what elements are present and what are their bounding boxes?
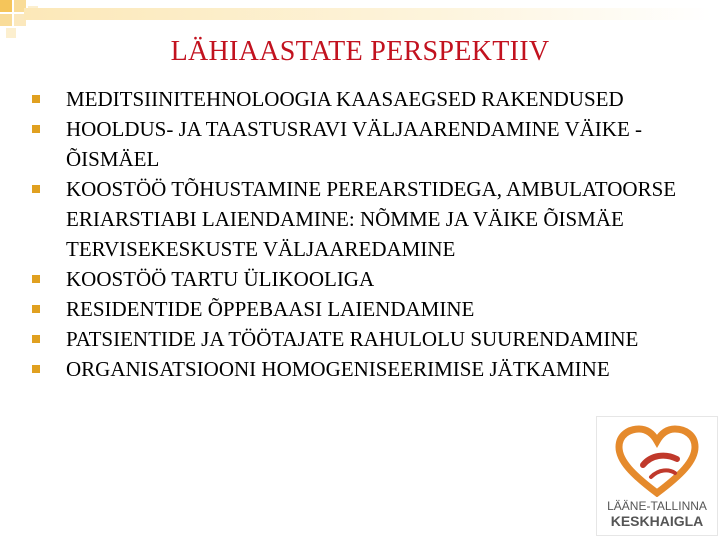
- bullet-text: ORGANISATSIOONI HOMOGENISEERIMISE JÄTKAMINE: [66, 357, 610, 381]
- heart-logo-icon: [613, 425, 701, 497]
- logo-text-line2: KESKHAIGLA: [610, 513, 704, 529]
- bullet-square-icon: [32, 335, 40, 343]
- bullet-item: [32, 354, 692, 384]
- bullet-item: [32, 114, 692, 174]
- bullet-text: MEDITSIINITEHNOLOOGIA KAASAEGSED RAKENDUSED: [66, 87, 624, 111]
- hospital-logo: [596, 416, 718, 536]
- logo-text-line1: LÄÄNE-TALLINNA: [607, 499, 707, 513]
- corner-decoration: [0, 0, 40, 40]
- decor-square: [0, 14, 12, 26]
- bullet-square-icon: [32, 365, 40, 373]
- slide-title: LÄHIAASTATE PERSPEKTIIV: [170, 36, 550, 67]
- bullet-item: [32, 294, 692, 324]
- bullet-list: [32, 84, 692, 384]
- bullet-text: RESIDENTIDE ÕPPEBAASI LAIENDAMINE: [66, 297, 475, 321]
- title-gradient-bar: [24, 8, 712, 20]
- bullet-square-icon: [32, 305, 40, 313]
- bullet-text: PATSIENTIDE JA TÖÖTAJATE RAHULOLU SUURENDAMINE: [66, 327, 639, 351]
- decor-square: [0, 0, 12, 12]
- bullet-item: [32, 84, 692, 114]
- bullet-text: HOOLDUS- JA TAASTUSRAVI VÄLJAARENDAMINE VÄIKE - ÕISMÄEL: [66, 117, 643, 171]
- bullet-square-icon: [32, 185, 40, 193]
- bullet-item: [32, 264, 692, 294]
- bullet-text: KOOSTÖÖ TÕHUSTAMINE PEREARSTIDEGA, AMBULATOORSE ERIARSTIABI LAIENDAMINE: NÕMME JA VÄIKE ÕISMÄE TERVISEKESKUSTE VÄLJAAREDAMINE: [66, 177, 677, 261]
- bullet-item: [32, 324, 692, 354]
- bullet-square-icon: [32, 95, 40, 103]
- bullet-text: KOOSTÖÖ TARTU ÜLIKOOLIGA: [66, 267, 375, 291]
- bullet-item: [32, 174, 692, 264]
- bullet-square-icon: [32, 275, 40, 283]
- bullet-square-icon: [32, 125, 40, 133]
